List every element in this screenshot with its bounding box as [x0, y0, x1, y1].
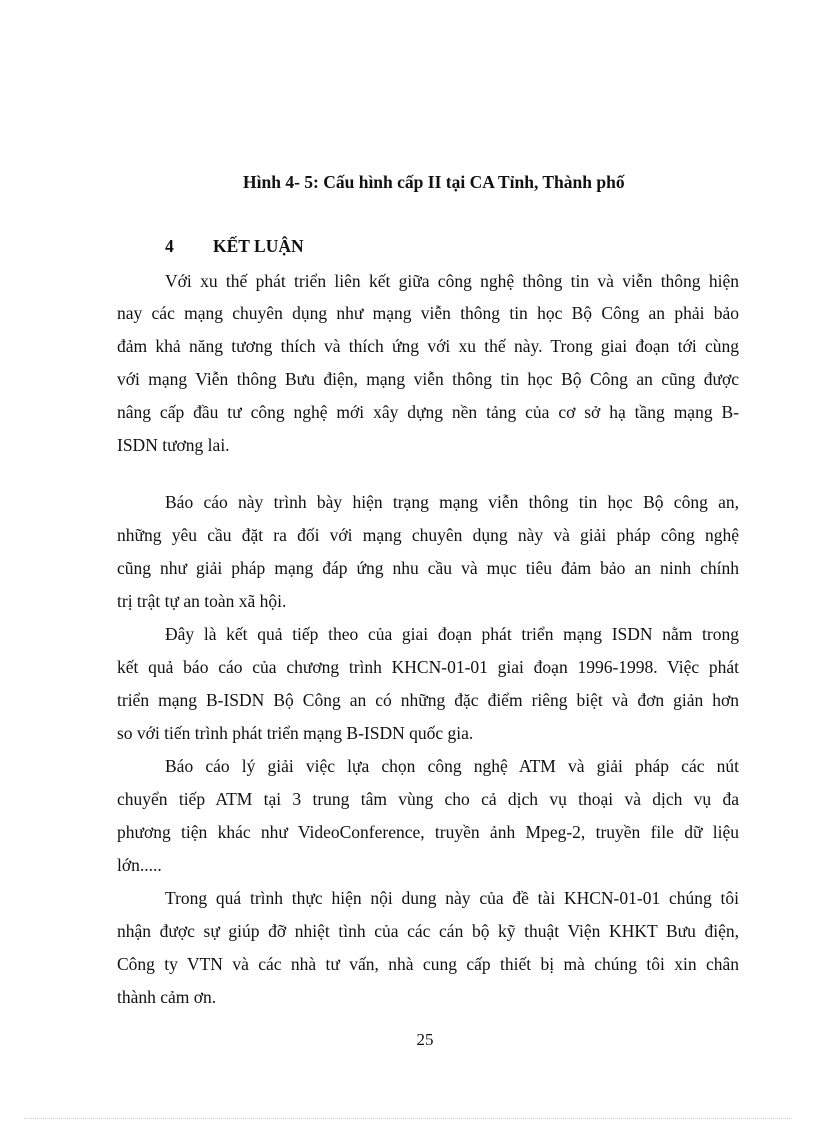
- section-number: 4: [165, 236, 174, 256]
- paragraph-line: lớn.....: [117, 855, 162, 875]
- paragraph-line: những yêu cầu đặt ra đối với mạng chuyên dụng này và giải pháp công nghệ: [117, 525, 739, 545]
- section-title: KẾT LUẬN: [213, 236, 304, 256]
- paragraph-line: ISDN tương lai.: [117, 435, 230, 455]
- paragraph-line: triển mạng B-ISDN Bộ Công an có những đặc điểm riêng biệt và đơn giản hơn: [117, 690, 739, 710]
- paragraph-line: chuyển tiếp ATM tại 3 trung tâm vùng cho cả dịch vụ thoại và dịch vụ đa: [117, 789, 739, 809]
- paragraph-line: Đây là kết quả tiếp theo của giai đoạn phát triển mạng ISDN nằm trong: [165, 624, 739, 644]
- paragraph-line: nay các mạng chuyên dụng như mạng viễn thông tin học Bộ Công an phải bảo: [117, 303, 739, 323]
- paragraph-line: Báo cáo này trình bày hiện trạng mạng viễn thông tin học Bộ công an,: [165, 492, 739, 512]
- paragraph-line: đảm khả năng tương thích và thích ứng với xu thế này. Trong giai đoạn tới cùng: [117, 336, 739, 356]
- paragraph-line: trị trật tự an toàn xã hội.: [117, 591, 287, 611]
- page-bottom-divider: [24, 1118, 792, 1119]
- figure-caption: Hình 4- 5: Cấu hình cấp II tại CA Tỉnh, Thành phố: [243, 172, 625, 192]
- paragraph-line: Công ty VTN và các nhà tư vấn, nhà cung cấp thiết bị mà chúng tôi xin chân: [117, 954, 739, 974]
- section-heading: [165, 236, 304, 257]
- paragraph-line: Báo cáo lý giải việc lựa chọn công nghệ ATM và giải pháp các nút: [165, 756, 739, 776]
- paragraph-line: so với tiến trình phát triển mạng B-ISDN quốc gia.: [117, 723, 474, 743]
- paragraph-line: kết quả báo cáo của chương trình KHCN-01-01 giai đoạn 1996-1998. Việc phát: [117, 657, 739, 677]
- page-number: 25: [416, 1030, 434, 1049]
- paragraph-line: với mạng Viễn thông Bưu điện, mạng viễn thông tin học Bộ Công an cũng được: [117, 369, 739, 389]
- paragraph-line: Trong quá trình thực hiện nội dung này của đề tài KHCN-01-01 chúng tôi: [165, 888, 739, 908]
- paragraph-line: cũng như giải pháp mạng đáp ứng nhu cầu và mục tiêu đảm bảo an ninh chính: [117, 558, 739, 578]
- paragraph-line: Với xu thế phát triển liên kết giữa công nghệ thông tin và viễn thông hiện: [165, 271, 739, 291]
- paragraph-line: nâng cấp đầu tư công nghệ mới xây dựng nền tảng của cơ sở hạ tầng mạng B-: [117, 402, 739, 422]
- paragraph-line: thành cảm ơn.: [117, 987, 217, 1007]
- paragraph-line: nhận được sự giúp đỡ nhiệt tình của các cán bộ kỹ thuật Viện KHKT Bưu điện,: [117, 921, 739, 941]
- paragraph-line: phương tiện khác như VideoConference, truyền ảnh Mpeg-2, truyền file dữ liệu: [117, 822, 739, 842]
